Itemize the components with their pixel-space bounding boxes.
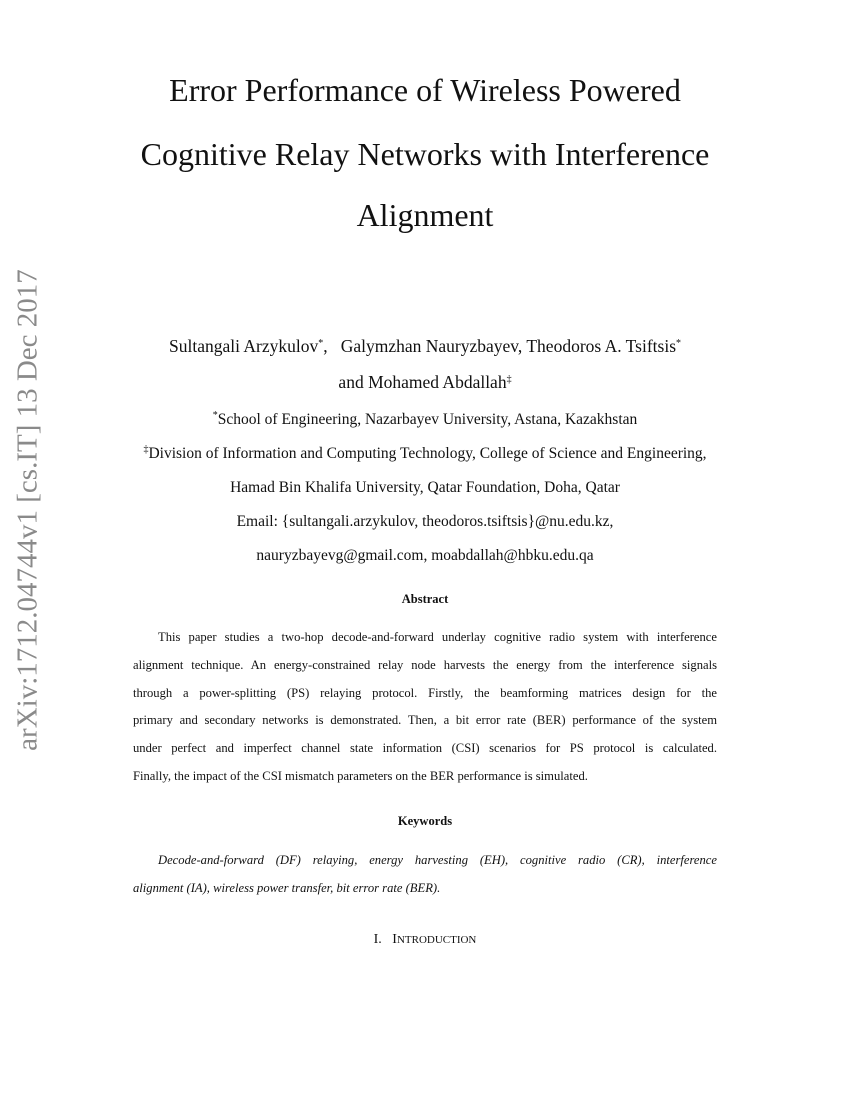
author-4: and Mohamed Abdallah: [338, 372, 507, 392]
section-initial: I: [392, 932, 397, 947]
authors-line-2: [0, 372, 850, 392]
keywords-heading: Keywords: [397, 814, 453, 828]
authors-line-1: Sultangali Arzykulov*, Galymzhan Nauryzbayev, Theodoros A. Tsiftsis*: [169, 336, 681, 356]
abstract-line: alignment technique. An energy-constrained relay node harvests the energy from the interference signals: [133, 658, 717, 672]
section-title-rest: NTRODUCTION: [396, 934, 477, 946]
author-2: Galymzhan Nauryzbayev,: [340, 336, 523, 356]
affiliation-2: [0, 445, 850, 463]
aff1-mark: *: [212, 410, 218, 421]
abstract-line: This paper studies a two-hop decode-and-forward underlay cognitive radio system with interference: [158, 630, 717, 644]
affiliation-1: [0, 411, 850, 429]
abstract-heading: Abstract: [401, 592, 449, 606]
affiliation-2b: Hamad Bin Khalifa University, Qatar Foundation, Doha, Qatar: [230, 479, 620, 496]
section-number: I.: [373, 932, 382, 947]
title-line-2: Cognitive Relay Networks with Interference: [140, 136, 710, 172]
author-1: Sultangali Arzykulov: [169, 336, 319, 356]
title-line-3: Alignment: [356, 197, 494, 233]
email-line-1: Email: {sultangali.arzykulov, theodoros.tsiftsis}@nu.edu.kz,: [236, 513, 614, 530]
arxiv-stamp: arXiv:1712.04744v1 [cs.IT] 13 Dec 2017: [11, 269, 44, 751]
aff2-text: Division of Information and Computing Technology, College of Science and Engineering,: [148, 445, 707, 462]
abstract-line: through a power-splitting (PS) relaying protocol. Firstly, the beamforming matrices design for the: [133, 686, 717, 700]
author-3-mark: *: [676, 338, 681, 349]
abstract-line: under perfect and imperfect channel state information (CSI) scenarios for PS protocol is calculated.: [133, 741, 717, 755]
email-line-2: nauryzbayevg@gmail.com, moabdallah@hbku.edu.qa: [256, 547, 594, 564]
author-1-mark: *: [318, 338, 324, 349]
abstract-line: Finally, the impact of the CSI mismatch parameters on the BER performance is simulated.: [133, 769, 588, 783]
abstract-line: primary and secondary networks is demonstrated. Then, a bit error rate (BER) performance of the system: [133, 713, 717, 727]
keywords-line: Decode-and-forward (DF) relaying, energy harvesting (EH), cognitive radio (CR), interference: [158, 853, 717, 867]
title-line-1: Error Performance of Wireless Powered: [169, 72, 681, 108]
aff2-mark: ‡: [143, 444, 149, 455]
keywords-line: alignment (IA), wireless power transfer, bit error rate (BER).: [133, 881, 441, 895]
aff1-text: School of Engineering, Nazarbayev University, Astana, Kazakhstan: [217, 411, 638, 428]
author-4-mark: ‡: [506, 374, 512, 385]
section-heading-introduction: [0, 932, 850, 948]
author-3: Theodoros A. Tsiftsis: [526, 336, 676, 356]
